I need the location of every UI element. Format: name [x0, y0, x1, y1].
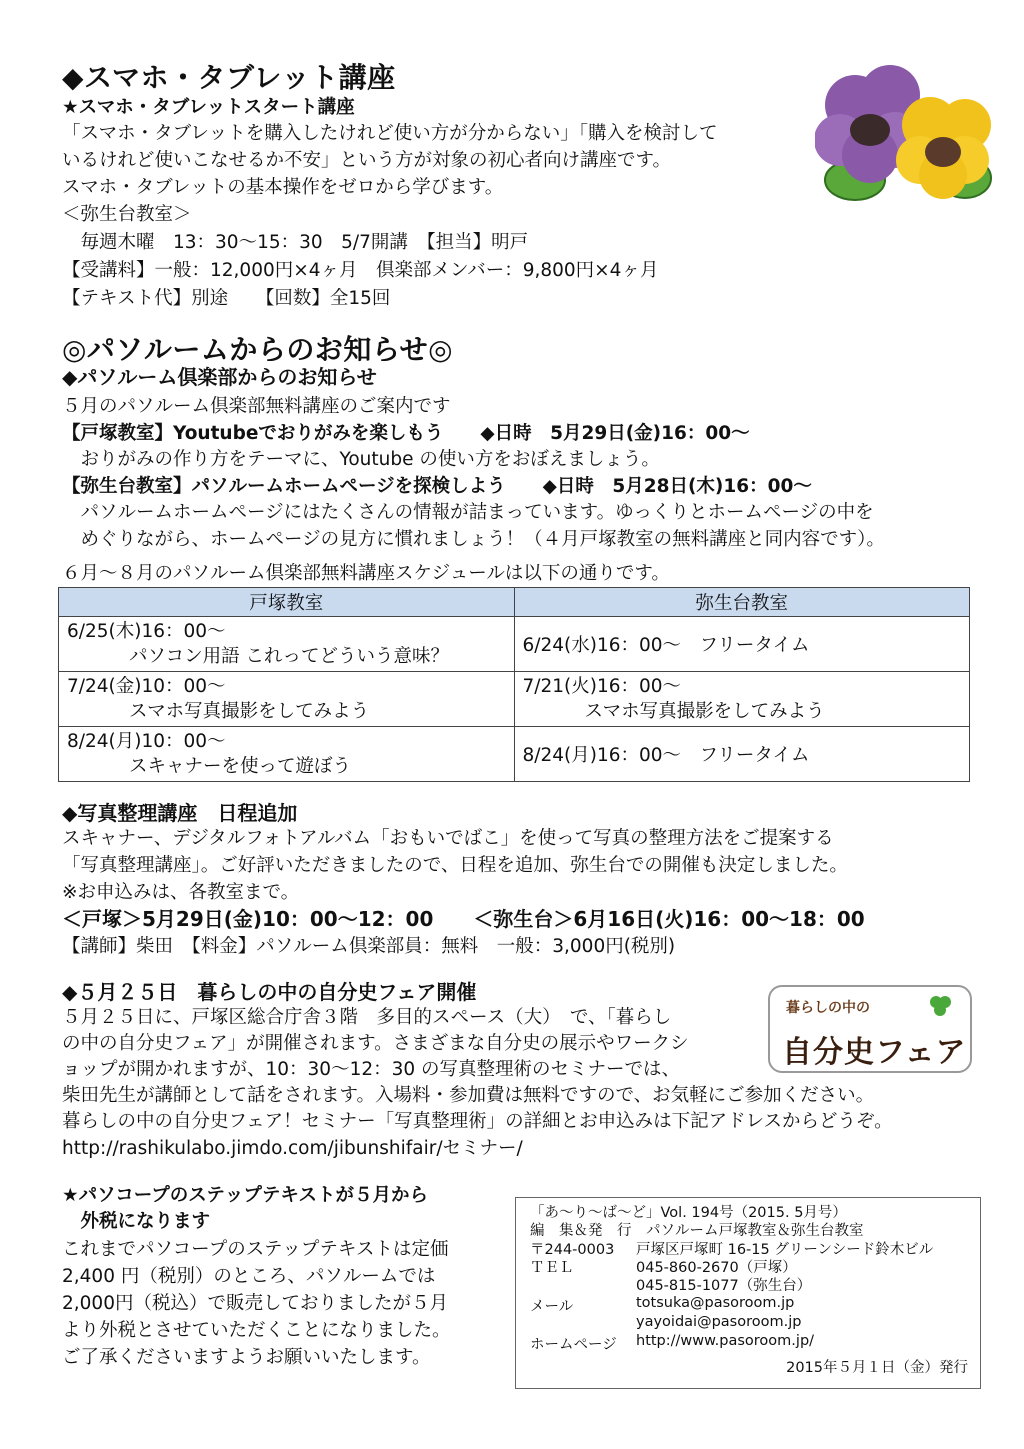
s1-line: 【テキスト代】別途 【回数】全15回	[62, 288, 391, 309]
s5-line: 2,400 円（税別）のところ、パソルームでは	[62, 1266, 436, 1287]
publisher-line: 編 集＆発 行 パソルーム戸塚教室＆弥生台教室	[530, 1223, 864, 1239]
club-intro: ５月のパソルーム倶楽部無料講座のご案内です	[62, 396, 451, 417]
table-cell	[514, 672, 970, 727]
s4-line: 暮らしの中の自分史フェア！セミナー「写真整理術」の詳細とお申込みは下記アドレスからどうぞ。	[62, 1111, 893, 1132]
section-title-text-tax: ★パソコープのステップテキストが５月から	[62, 1185, 429, 1206]
s5-line: 2,000円（税込）で販売しておりましたが５月	[62, 1293, 448, 1314]
cell-topic: スマホ写真撮影をしてみよう	[584, 701, 825, 722]
section-title-fair: ◆５月２５日 暮らしの中の自分史フェア開催	[62, 980, 477, 1004]
s1-line: 「スマホ・タブレットを購入したけれど使い方が分からない」「購入を検討して	[62, 123, 718, 144]
fair-url-link[interactable]: http://rashikulabo.jimdo.com/jibunshifair/セミナー/	[62, 1138, 523, 1159]
cell-date: 8/24(月)16：00〜 フリータイム	[522, 745, 810, 766]
tel-totsuka: 045-860-2670（戸塚）	[636, 1260, 797, 1276]
cell-topic: スキャナーを使って遊ぼう	[129, 756, 352, 777]
schedule-table	[58, 587, 970, 782]
address: 戸塚区戸塚町 16-15 グリーンシード鈴木ビル	[636, 1242, 934, 1258]
section-title-notices: ◎パソルームからのお知らせ◎	[62, 333, 454, 366]
table-row	[59, 727, 970, 782]
s1-line: いるけれど使いこなせるか不安」という方が対象の初心者向け講座です。	[62, 150, 672, 171]
cell-topic: スマホ写真撮影をしてみよう	[129, 701, 370, 722]
s1-line: ＜弥生台教室＞	[62, 204, 192, 225]
pansy-illustration	[815, 60, 995, 210]
badge-small-text: 暮らしの中の	[786, 1000, 870, 1016]
subtitle-start-course: ★スマホ・タブレットスタート講座	[62, 97, 355, 118]
table-row	[59, 672, 970, 727]
s4-line: の中の自分史フェア」が開催されます。さまざまな自分史の展示やワークシ	[62, 1033, 689, 1054]
s4-line: ５月２５日に、戸塚区総合庁舎３階 多目的スペース（大） で、「暮らし	[62, 1007, 672, 1028]
s5-line: より外税とさせていただくことになりました。	[62, 1320, 451, 1341]
s1-line: 【受講料】一般：12,000円×4ヶ月 倶楽部メンバー：9,800円×4ヶ月	[62, 260, 659, 281]
s4-line: ョップが開かれますが、10：30〜12：30 の写真整理術のセミナーでは、	[62, 1059, 681, 1080]
table-row	[59, 617, 970, 672]
table-cell	[514, 727, 970, 782]
table-header-row	[59, 588, 970, 617]
section-title-smartphone: ◆スマホ・タブレット講座	[62, 61, 396, 94]
section-title-photo: ◆写真整理講座 日程追加	[62, 801, 298, 825]
cell-date: 7/21(火)16：00〜	[522, 676, 682, 697]
tel-label: ＴＥＬ	[530, 1260, 574, 1276]
email-totsuka-link[interactable]: totsuka@pasoroom.jp	[636, 1295, 795, 1311]
event2-description: パソルームホームページにはたくさんの情報が詰まっています。ゆっくりとホームページの中を	[62, 502, 874, 523]
cell-date: 8/24(月)10：00〜	[67, 731, 226, 752]
s5-line: これまでパソコープのステップテキストは定価	[62, 1239, 449, 1260]
event1-description: おりがみの作り方をテーマに、Youtube の使い方をおぼえましょう。	[62, 449, 660, 470]
homepage-link[interactable]: http://www.pasoroom.jp/	[636, 1333, 815, 1349]
cell-topic: パソコン用語 これってどういう意味？	[129, 646, 450, 667]
s3-line: スキャナー、デジタルフォトアルバム「おもいでばこ」を使って写真の整理方法をご提案する	[62, 828, 834, 849]
mail-label: メール	[530, 1299, 574, 1315]
tel-yayoidai: 045-815-1077（弥生台）	[636, 1278, 812, 1294]
issue-info: 「あ〜り〜ば〜ど」Vol. 194号（2015. 5月号）	[530, 1205, 847, 1221]
event2-description: めぐりながら、ホームページの見方に慣れましょう！（４月戸塚教室の無料講座と同内容です）。	[62, 529, 885, 550]
event1-title: 【戸塚教室】Youtubeでおりがみを楽しもう ◆日時 5月29日(金)16：00〜	[62, 423, 750, 444]
issue-date: 2015年５月１日（金）発行	[786, 1360, 968, 1376]
table-cell	[59, 672, 515, 727]
clover-icon	[928, 993, 954, 1019]
table-cell	[514, 617, 970, 672]
fair-logo-badge	[768, 985, 972, 1073]
s4-line: 柴田先生が講師として話をされます。入場料・参加費は無料ですので、お気軽にご参加ください。	[62, 1085, 875, 1106]
table-cell	[59, 617, 515, 672]
s1-line: 毎週木曜 13：30〜15：30 5/7開講 【担当】明戸	[62, 232, 529, 253]
table-cell	[59, 727, 515, 782]
postal-code: 〒244-0003	[530, 1242, 615, 1258]
email-yayoidai-link[interactable]: yayoidai@pasoroom.jp	[636, 1314, 802, 1330]
section-title-text-tax-2: 外税になります	[62, 1211, 211, 1232]
cell-date: 6/24(水)16：00〜 フリータイム	[522, 635, 810, 656]
s5-line: ご了承くださいますようお願いいたします。	[62, 1347, 431, 1368]
photo-course-fee: 【講師】柴田 【料金】パソルーム倶楽部員：無料 一般：3,000円(税別)	[62, 936, 676, 957]
subtitle-club-notice: ◆パソルーム倶楽部からのお知らせ	[62, 365, 377, 389]
column-header: 弥生台教室	[514, 588, 970, 617]
publisher-info-box	[515, 1197, 981, 1389]
s3-line: 「写真整理講座」。ご好評いただきましたので、日程を追加、弥生台での開催も決定しました。	[62, 855, 848, 876]
badge-big-text: 自分史フェア	[782, 1035, 967, 1070]
cell-date: 6/25(木)16：00〜	[67, 621, 226, 642]
s3-line: ※お申込みは、各教室まで。	[62, 882, 300, 903]
schedule-intro: ６月〜８月のパソルーム倶楽部無料講座スケジュールは以下の通りです。	[62, 563, 670, 584]
event2-title: 【弥生台教室】パソルームホームページを探検しよう ◆日時 5月28日(木)16：00〜	[62, 476, 812, 497]
s1-line: スマホ・タブレットの基本操作をゼロから学びます。	[62, 177, 504, 198]
column-header: 戸塚教室	[59, 588, 515, 617]
homepage-label: ホームページ	[530, 1337, 617, 1353]
cell-date: 7/24(金)10：00〜	[67, 676, 226, 697]
photo-course-dates: ＜戸塚＞5月29日(金)10：00〜12：00 ＜弥生台＞6月16日(火)16：00〜18：00	[62, 907, 865, 931]
